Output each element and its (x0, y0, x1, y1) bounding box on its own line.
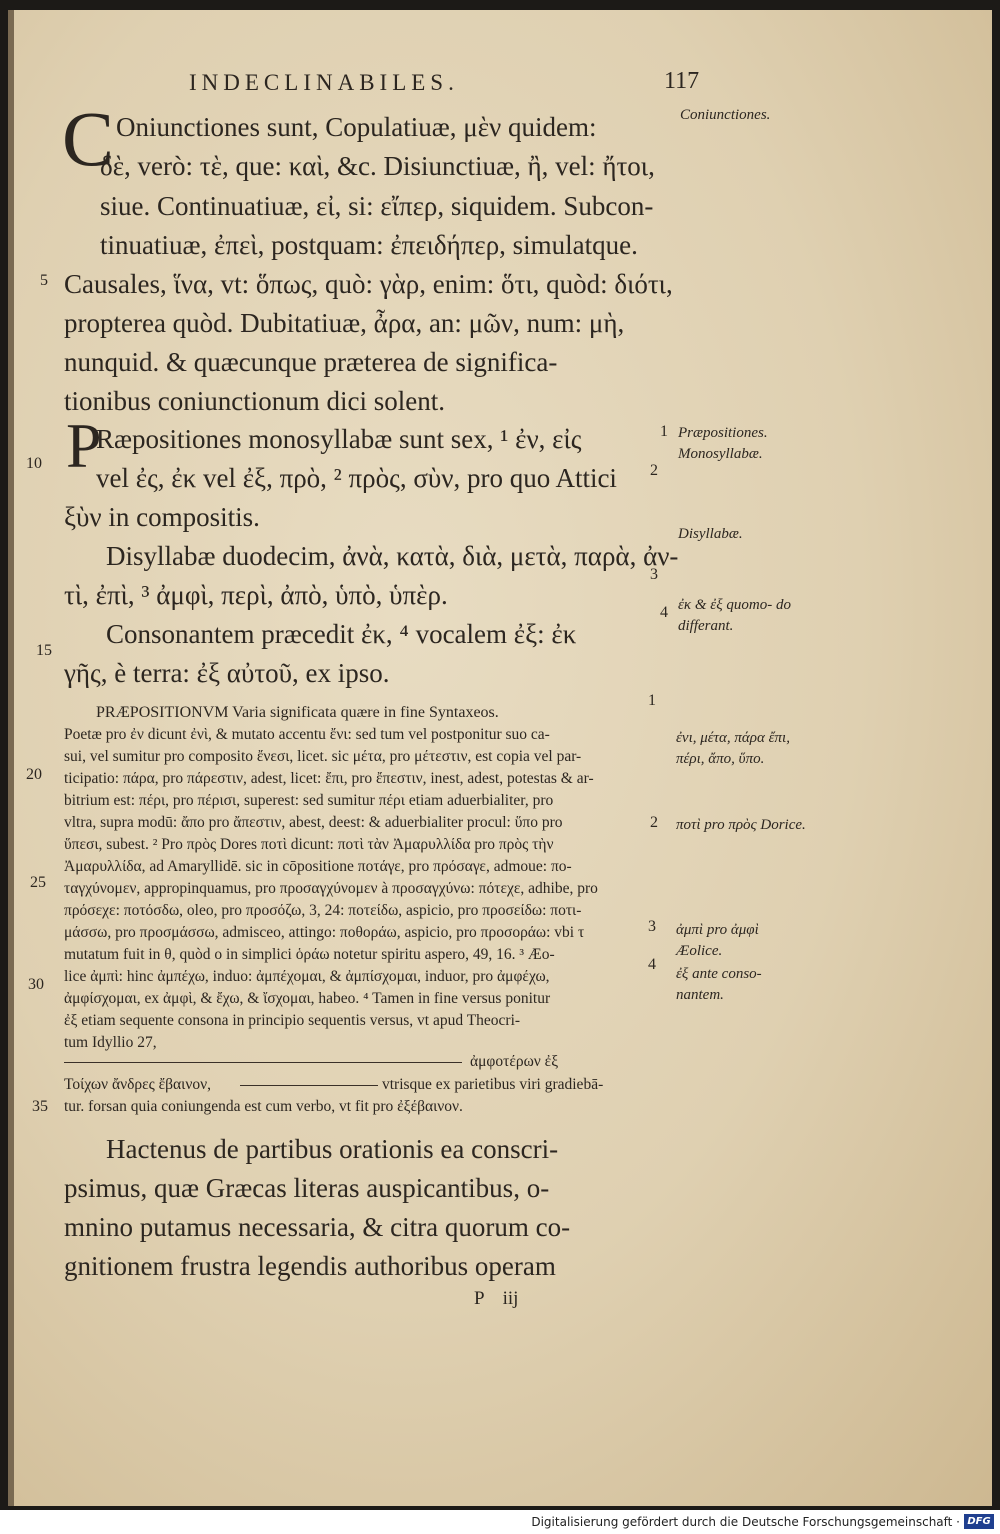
text-line: δὲ, verò: τὲ, que: καὶ, &c. Disiunctiuæ, ἢ, vel: ἤτοι, (100, 151, 655, 181)
margin-note: Præpositiones. Monosyllabæ. (678, 425, 768, 462)
text-line: Causales, ἵνα, vt: ὅπως, quò: γὰρ, enim: ὅτι, quòd: διότι, (64, 269, 673, 299)
commentary-line: Poetæ pro ἐν dicunt ἐνὶ, & mutato accentu ἔνι: sed tum vel postponitur suo ca- (64, 726, 550, 743)
verse-line: vtrisque ex parietibus viri gradiebā- (382, 1076, 604, 1093)
text-line: vel ἐς, ἐκ vel ἐξ, πρὸ, ² πρὸς, σὺν, pro quo Attici (96, 463, 617, 493)
verse-rule (64, 1062, 462, 1063)
text-line: gnitionem frustra legendis authoribus operam (64, 1251, 556, 1281)
text-line: Oniunctiones sunt, Copulatiuæ, μὲν quidem: (116, 112, 597, 142)
text-line: γῆς, è terra: ἐξ αὐτοῦ, ex ipso. (64, 658, 390, 688)
running-title: INDECLINABILES. (189, 70, 459, 95)
verse-line: tur. forsan quia coniungenda est cum verbo, vt fit pro ἐξέβαινον. (64, 1098, 463, 1115)
digitization-footer (0, 1510, 1000, 1534)
verse-rule (240, 1085, 378, 1086)
commentary-line: mutatum fuit in θ, quòd ο in simplici ὁράω notetur spiritu aspero, 49, 16. ³ Æo- (64, 946, 555, 963)
text-line: Hactenus de partibus orationis ea conscri- (106, 1134, 559, 1164)
margin-note: ἐκ & ἐξ quomo- do differant. (678, 597, 791, 634)
text-line: Consonantem præcedit ἐκ, ⁴ vocalem ἐξ: ἐκ (106, 619, 577, 649)
line-number: 15 (36, 642, 52, 659)
commentary-line: Ἀμαρυλλίδα, ad Amaryllidē. sic in cōpositione ποτάγε, pro πρόσαγε, admoue: πο- (64, 858, 572, 875)
dropcap-p: P (66, 410, 102, 481)
text-line: ξὺν in compositis. (64, 502, 260, 532)
commentary-line: πρόσεχε: ποτόσδω, oleo, pro προσόζω, 3, 24: ποτείδω, aspicio, pro προσείδω: ποτι- (64, 902, 582, 919)
text-line: τὶ, ἐπὶ, ³ ἀμφὶ, περὶ, ἀπὸ, ὑπὸ, ὑπὲρ. (64, 580, 448, 610)
text-line: siue. Continuatiuæ, εἰ, si: εἴπερ, siquidem. Subcon- (100, 191, 654, 221)
dropcap-c: C (62, 95, 115, 182)
margin-note: ποτὶ pro πρὸς Dorice. (676, 817, 806, 833)
commentary-line: sui, vel sumitur pro composito ἔνεσι, licet. sic μέτα, pro μέτεστιν, est copia vel par- (64, 748, 582, 765)
marker-number: 1 (648, 692, 656, 709)
text-line: nunquid. & quæcunque præterea de significa- (64, 347, 558, 377)
dfg-logo: DFG (964, 1514, 994, 1529)
line-number: 10 (26, 455, 42, 472)
text-line: psimus, quæ Græcas literas auspicantibus, o- (64, 1173, 550, 1203)
line-number: 30 (28, 976, 44, 993)
footer-credit: Digitalisierung gefördert durch die Deutsche Forschungsgemeinschaft · (531, 1515, 960, 1529)
marker-number: 4 (660, 604, 668, 621)
verse-line: ἀμφοτέρων ἐξ (470, 1053, 559, 1070)
marker-number: 1 (660, 423, 668, 440)
page-number: 117 (664, 68, 700, 94)
verse-line: Τοίχων ἄνδρες ἔβαινον, (64, 1076, 211, 1093)
commentary-line: ὕπεσι, subest. ² Pro πρὸς Dores ποτὶ dicunt: ποτὶ τὰν Ἀμαρυλλίδα pro πρὸς τὴν (64, 836, 554, 853)
marker-number: 3 (650, 566, 658, 583)
text-line: tinuatiuæ, ἐπεὶ, postquam: ἐπειδήπερ, simulatque. (100, 230, 638, 260)
text-line: tionibus coniunctionum dici solent. (64, 386, 445, 416)
text-line: propterea quòd. Dubitatiuæ, ἆρα, an: μῶν, num: μὴ, (64, 308, 625, 338)
margin-note: Disyllabæ. (678, 526, 743, 542)
signature-mark: P iij (474, 1288, 519, 1309)
marker-number: 3 (648, 918, 656, 935)
line-number: 25 (30, 874, 46, 891)
book-page (8, 10, 992, 1506)
margin-note: ἀμπὶ pro ἀμφὶ Æolice. (676, 922, 759, 959)
margin-note: Coniunctiones. (680, 107, 771, 123)
commentary-line: lice ἀμπὶ: hinc ἀμπέχω, induo: ἀμπέχομαι, & ἀμπίσχομαι, induor, pro ἀμφέχω, (64, 968, 550, 985)
commentary-line: ταγχύνομεν, appropinquamus, pro προσαγχύνομεν à προσαγχύνω: πότεχε, adhibe, pro (64, 880, 598, 897)
marker-number: 2 (650, 814, 658, 831)
commentary-line: tum Idyllio 27, (64, 1034, 157, 1051)
line-number: 5 (40, 272, 48, 289)
line-number: 35 (32, 1098, 48, 1115)
text-line: Ræpositiones monosyllabæ sunt sex, ¹ ἐν, εἰς (96, 424, 582, 454)
text-line: mnino putamus necessaria, & citra quorum co- (64, 1212, 571, 1242)
commentary-line: PRÆPOSITIONVM Varia significata quære in fine Syntaxeos. (96, 704, 499, 721)
commentary-line: bitrium est: πέρι, pro πέρισι, superest: sed sumitur πέρι etiam aduerbialiter, pro (64, 792, 554, 809)
commentary-line: vltra, supra modū: ἄπο pro ἄπεστιν, abest, deest: & aduerbialiter procul: ὕπο pro (64, 814, 563, 831)
commentary-line: ticipatio: πάρα, pro πάρεστιν, adest, licet: ἔπι, pro ἔπεστιν, inest, adest, potestas & ar- (64, 770, 594, 787)
commentary-line: ἀμφίσχομαι, ex ἀμφὶ, & ἔχω, & ἴσχομαι, habeo. ⁴ Tamen in fine versus ponitur (64, 990, 551, 1007)
margin-note: ἐξ ante conso- nantem. (676, 966, 762, 1003)
commentary-line: μάσσω, pro προσμάσσω, admisceo, attingo: ποθοράω, aspicio, pro προσοράω: vbi τ (64, 924, 585, 941)
marker-number: 2 (650, 462, 658, 479)
marker-number: 4 (648, 956, 656, 973)
text-line: Disyllabæ duodecim, ἀνὰ, κατὰ, διὰ, μετὰ, παρὰ, ἀν- (106, 541, 679, 571)
margin-note: ἐνι, μέτα, πάρα ἔπι, πέρι, ἄπο, ὕπο. (676, 730, 790, 767)
commentary-line: ἐξ etiam sequente consona in principio sequentis versus, vt apud Theocri- (64, 1012, 521, 1029)
line-number: 20 (26, 766, 42, 783)
